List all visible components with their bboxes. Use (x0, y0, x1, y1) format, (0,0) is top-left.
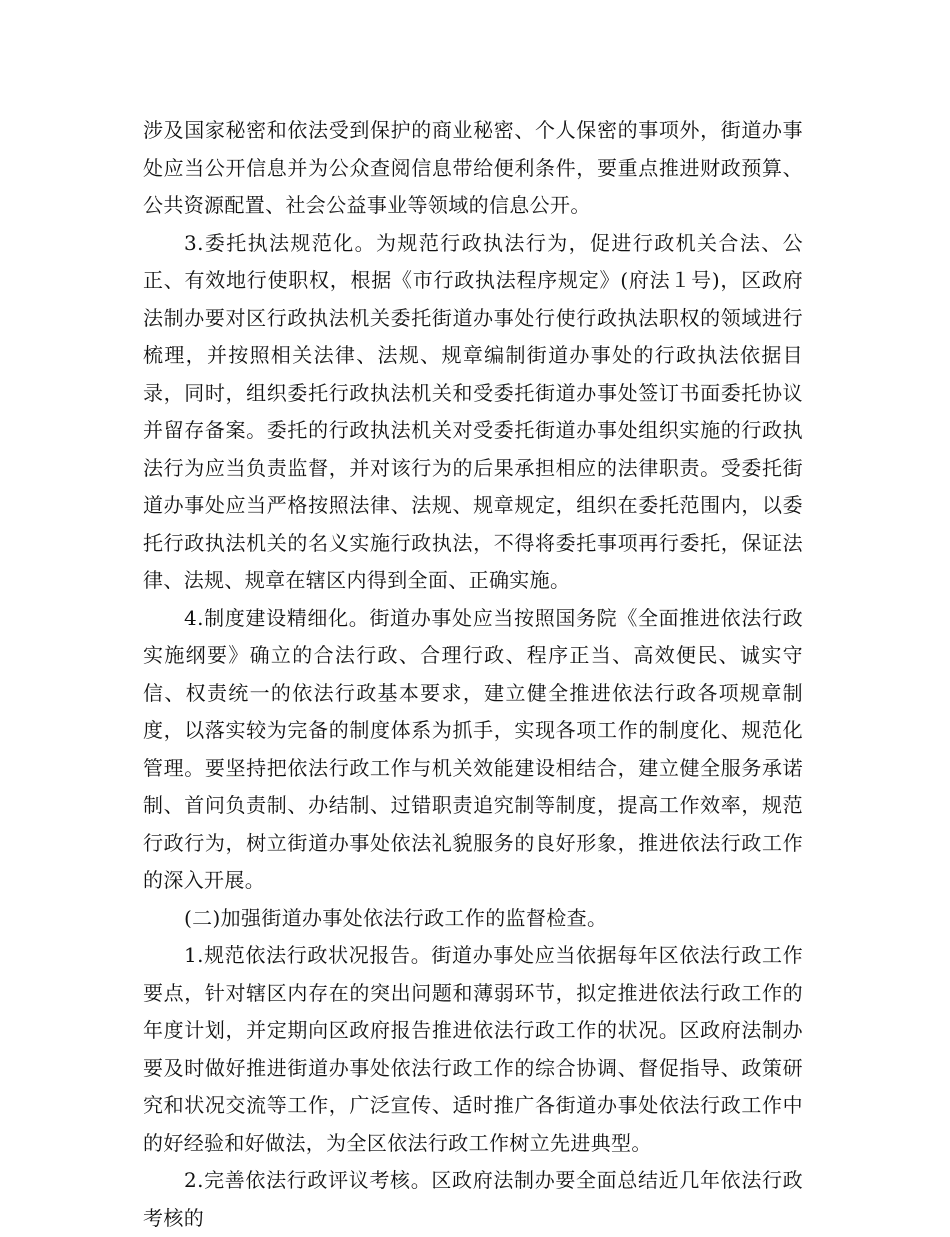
section-heading-supervision: (二)加强街道办事处依法行政工作的监督检查。 (184, 905, 608, 930)
paragraph-delegated-enforcement: 3.委托执法规范化。为规范行政执法行为，促进行政机关合法、公正、有效地行使职权，根据《市行政执法程序规定》(府法１号)，区政府法制办要对区行政执法机关委托街道办事处行使行政执法职权的领域进行梳理，并按照相关法律、法规、规章编制街道办事处的行政执法依据目录，同时，组织委托行政执法机关和受委托街道办事处签订书面委托协议并留存备案。委托的行政执法机关对受委托街道办事处组织实施的行政执法行为应当负责监督，并对该行为的后果承担相应的法律职责。受委托街道办事处应当严格按照法律、法规、规章规定，组织在委托范围内，以委托行政执法机关的名义实施行政执法，不得将委托事项再行委托，保证法律、法规、规章在辖区内得到全面、正确实施。 (143, 230, 803, 592)
document-body (143, 112, 803, 1237)
paragraph-evaluation: 2.完善依法行政评议考核。区政府法制办要全面总结近几年依法行政考核的 (143, 1168, 803, 1230)
paragraph-institution-building: 4.制度建设精细化。街道办事处应当按照国务院《全面推进依法行政实施纲要》确立的合法行政、合理行政、程序正当、高效便民、诚实守信、权责统一的依法行政基本要求，建立健全推进依法行政各项规章制度，以落实较为完备的制度体系为抓手，实现各项工作的制度化、规范化管理。要坚持把依法行政工作与机关效能建设相结合，建立健全服务承诺制、首问负责制、办结制、过错职责追究制等制度，提高工作效率，规范行政行为，树立街道办事处依法礼貌服务的良好形象，推进依法行政工作的深入开展。 (143, 605, 803, 892)
paragraph-status-report: 1.规范依法行政状况报告。街道办事处应当依据每年区依法行政工作要点，针对辖区内存在的突出问题和薄弱环节，拟定推进依法行政工作的年度计划，并定期向区政府报告推进依法行政工作的状况。区政府法制办要及时做好推进街道办事处依法行政工作的综合协调、督促指导、政策研究和状况交流等工作，广泛宣传、适时推广各街道办事处依法行政工作中的好经验和好做法，为全区依法行政工作树立先进典型。 (143, 943, 803, 1155)
paragraph-continuation: 涉及国家秘密和依法受到保护的商业秘密、个人保密的事项外，街道办事处应当公开信息并为公众查阅信息带给便利条件，要重点推进财政预算、公共资源配置、社会公益事业等领域的信息公开。 (143, 118, 803, 217)
